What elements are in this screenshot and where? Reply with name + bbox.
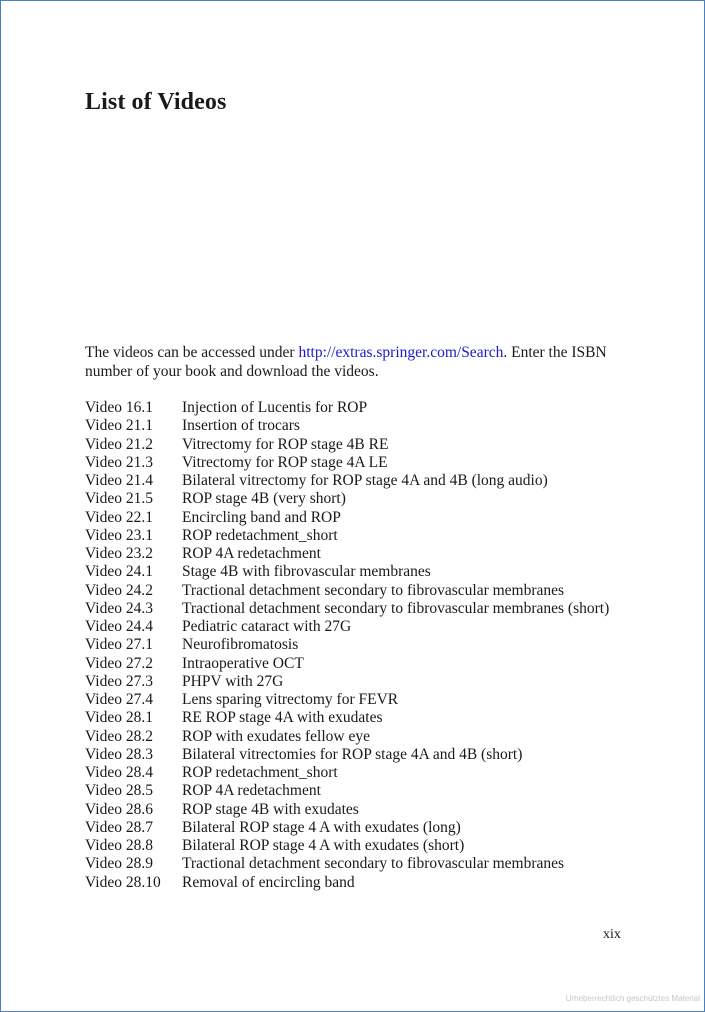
video-title: Injection of Lucentis for ROP	[182, 399, 368, 416]
video-number: Video 16.1	[85, 399, 153, 416]
video-number: Video 28.4	[85, 764, 153, 781]
video-list-item	[85, 509, 645, 527]
video-list-item	[85, 490, 645, 508]
video-title: Removal of encircling band	[182, 873, 355, 891]
video-title: ROP stage 4B with exudates	[182, 800, 359, 818]
video-number: Video 28.2	[85, 727, 153, 745]
video-number: Video 27.1	[85, 636, 153, 654]
video-title: Tractional detachment secondary to fibrovascular membranes	[182, 581, 565, 599]
video-title: Vitrectomy for ROP stage 4B RE	[182, 435, 389, 453]
video-number: Video 24.3	[85, 599, 153, 617]
video-number: Video 28.8	[85, 837, 153, 854]
video-number: Video 27.3	[85, 672, 153, 690]
video-list-item	[85, 582, 645, 600]
video-number: Video 21.2	[85, 435, 153, 453]
video-number: Video 23.1	[85, 526, 153, 544]
video-list-item	[85, 764, 645, 782]
video-number: Video 28.3	[85, 745, 153, 763]
video-title: ROP redetachment_short	[182, 526, 338, 544]
video-list-item	[85, 874, 645, 892]
video-number: Video 24.1	[85, 563, 153, 581]
intro-text-before-link: The videos can be accessed under	[85, 344, 299, 361]
video-list-item	[85, 855, 645, 873]
video-title: Neurofibromatosis	[182, 636, 299, 654]
video-number: Video 24.4	[85, 618, 153, 635]
video-title: Stage 4B with fibrovascular membranes	[182, 563, 431, 581]
video-title: PHPV with 27G	[182, 672, 284, 690]
page-number: xix	[603, 927, 621, 942]
video-list-item	[85, 728, 645, 746]
video-list-item	[85, 801, 645, 819]
video-title: Bilateral ROP stage 4 A with exudates (long)	[182, 818, 461, 836]
video-number: Video 21.1	[85, 417, 153, 435]
video-list-item	[85, 436, 645, 454]
video-list-item	[85, 655, 645, 673]
video-number: Video 28.1	[85, 709, 153, 727]
intro-text-after-link: . Enter the ISBN number of your book and download the videos.	[85, 344, 607, 380]
video-list-item	[85, 636, 645, 654]
video-title: RE ROP stage 4A with exudates	[182, 709, 383, 727]
video-number: Video 28.5	[85, 782, 153, 800]
video-title: Bilateral vitrectomies for ROP stage 4A and 4B (short)	[182, 745, 523, 763]
video-list-item	[85, 618, 645, 636]
video-title: ROP 4A redetachment	[182, 545, 321, 562]
video-list-item	[85, 819, 645, 837]
video-number: Video 21.5	[85, 490, 153, 508]
video-title: ROP with exudates fellow eye	[182, 727, 370, 745]
video-number: Video 24.2	[85, 581, 153, 599]
video-list-item	[85, 837, 645, 855]
video-list-item	[85, 399, 645, 417]
page-title: List of Videos	[85, 89, 227, 115]
video-list-item	[85, 472, 645, 490]
video-list-item	[85, 746, 645, 764]
video-title: Encircling band and ROP	[182, 508, 341, 526]
video-number: Video 21.3	[85, 453, 153, 471]
video-list-item	[85, 527, 645, 545]
video-title: Pediatric cataract with 27G	[182, 618, 352, 635]
video-title: ROP stage 4B (very short)	[182, 490, 346, 508]
video-list-item	[85, 454, 645, 472]
video-list-item	[85, 600, 645, 618]
watermark-text: Urheberrechtlich geschütztes Material	[565, 994, 700, 1003]
video-number: Video 27.2	[85, 654, 153, 672]
video-title: Bilateral ROP stage 4 A with exudates (short)	[182, 837, 465, 854]
video-number: Video 21.4	[85, 472, 153, 489]
video-title: ROP 4A redetachment	[182, 782, 321, 800]
video-title: Intraoperative OCT	[182, 654, 304, 672]
video-title: Bilateral vitrectomy for ROP stage 4A and 4B (long audio)	[182, 472, 548, 489]
video-list-item	[85, 563, 645, 581]
video-list-item	[85, 417, 645, 435]
video-number: Video 28.10	[85, 873, 161, 891]
video-number: Video 23.2	[85, 545, 153, 562]
video-number: Video 28.7	[85, 818, 153, 836]
springer-extras-link[interactable]: http://extras.springer.com/Search	[298, 344, 504, 361]
video-list-item	[85, 691, 645, 709]
video-title: ROP redetachment_short	[182, 764, 338, 781]
video-list-item	[85, 545, 645, 563]
video-title: Vitrectomy for ROP stage 4A LE	[182, 453, 388, 471]
video-title: Tractional detachment secondary to fibrovascular membranes (short)	[182, 599, 610, 617]
video-number: Video 28.9	[85, 855, 153, 873]
intro-paragraph	[85, 343, 630, 381]
video-number: Video 22.1	[85, 508, 153, 526]
video-number: Video 28.6	[85, 800, 153, 818]
video-list-item	[85, 673, 645, 691]
video-list-item	[85, 709, 645, 727]
video-title: Insertion of trocars	[182, 417, 300, 435]
video-number: Video 27.4	[85, 691, 153, 708]
video-title: Lens sparing vitrectomy for FEVR	[182, 691, 399, 708]
video-title: Tractional detachment secondary to fibrovascular membranes	[182, 855, 565, 873]
video-list-item	[85, 782, 645, 800]
video-list	[85, 399, 645, 892]
